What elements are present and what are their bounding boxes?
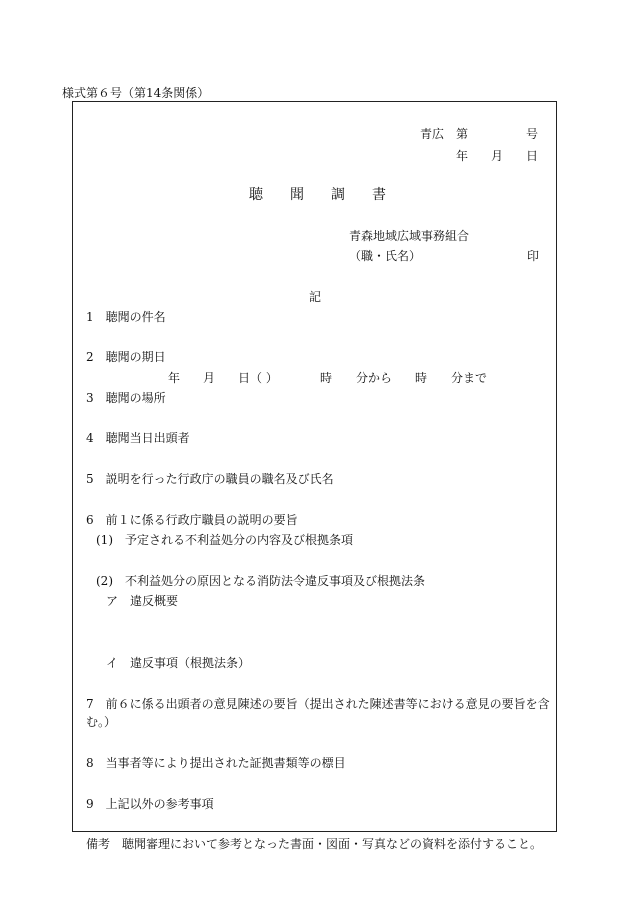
form-label: 様式第６号（第14条関係）	[62, 86, 210, 100]
item-4: 4 聴聞当日出頭者	[86, 431, 190, 445]
notes: 備考 聴聞審理において参考となった書面・図面・写真などの資料を添付すること。	[86, 837, 543, 851]
title-char-4: 書	[372, 187, 386, 203]
date-day: 日	[526, 149, 539, 163]
item-3: 3 聴聞の場所	[86, 391, 166, 405]
schedule-month: 月	[203, 371, 216, 385]
item-6-sub-2-i: イ 違反事項（根拠法条）	[106, 656, 251, 670]
item-8: 8 当事者等により提出された証拠書類等の標目	[86, 756, 346, 770]
ki-heading: 記	[309, 290, 322, 304]
item-1: 1 聴聞の件名	[86, 310, 166, 324]
schedule-year: 年	[168, 371, 181, 385]
date-month: 月	[491, 149, 504, 163]
item-9: 9 上記以外の参考事項	[86, 797, 214, 811]
item-7-line-2: む。）	[86, 715, 117, 729]
document-frame	[72, 101, 557, 832]
title-char-1: 聴	[249, 187, 263, 203]
schedule-minute-to: 分まで	[451, 371, 488, 385]
item-6-sub-2-a: ア 違反概要	[106, 594, 179, 608]
position-name: （職・氏名）	[349, 249, 422, 263]
item-6-sub-1: (1) 予定される不利益処分の内容及び根拠条項	[96, 533, 353, 547]
item-7-line-1: 7 前６に係る出頭者の意見陳述の要旨（提出された陳述書等における意見の要旨を含	[86, 697, 550, 711]
item-6: 6 前１に係る行政庁職員の説明の要旨	[86, 513, 298, 527]
item-2: 2 聴聞の期日	[86, 350, 166, 364]
schedule-day: 日（ ）	[238, 371, 278, 385]
item-6-sub-2: (2) 不利益処分の原因となる消防法令違反事項及び根拠法条	[96, 574, 426, 588]
date-year: 年	[456, 149, 469, 163]
number-prefix: 第	[456, 127, 469, 141]
schedule-minute-from: 分から	[356, 371, 393, 385]
title-char-2: 聞	[290, 187, 304, 203]
number-suffix: 号	[526, 127, 539, 141]
schedule-hour-to: 時	[415, 371, 428, 385]
item-5: 5 説明を行った行政庁の職員の職名及び氏名	[86, 472, 334, 486]
schedule-hour-from: 時	[320, 371, 333, 385]
organization-name: 青森地域広域事務組合	[349, 229, 470, 243]
title-char-3: 調	[331, 187, 345, 203]
seal-mark: 印	[527, 249, 540, 263]
issuer-prefix: 青広	[420, 127, 445, 141]
